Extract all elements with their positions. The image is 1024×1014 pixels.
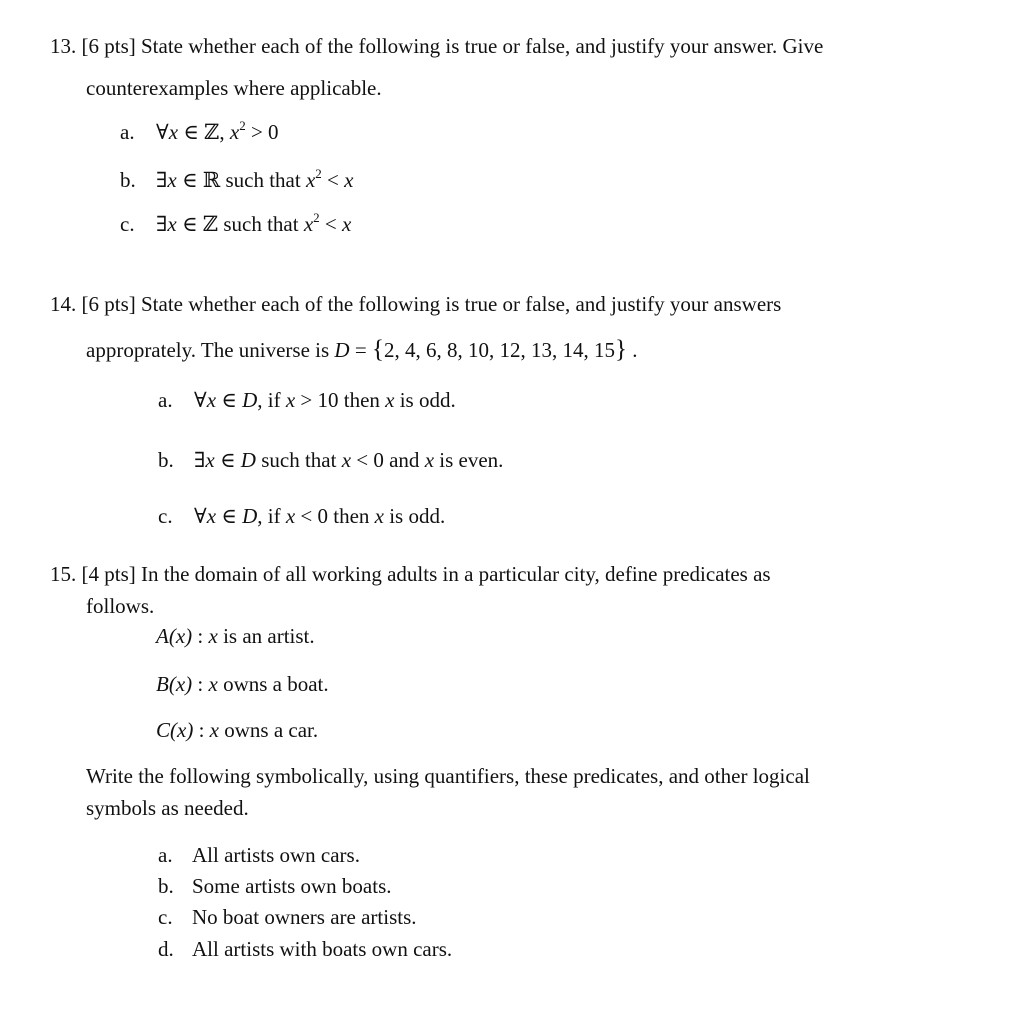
q15-b-text: Some artists own boats. bbox=[192, 874, 392, 898]
q14-item-c bbox=[158, 504, 445, 528]
q14-a-then-var: x bbox=[385, 388, 395, 412]
q15-item-d bbox=[158, 937, 452, 961]
q13-text-line1: State whether each of the following is true or false, and justify your answer. Give bbox=[141, 34, 824, 58]
q13-heading bbox=[50, 34, 823, 58]
q14-item-a bbox=[158, 388, 456, 412]
q13-c-label: c. bbox=[120, 212, 135, 236]
q15-predicate-b-desc: owns a boat. bbox=[217, 672, 329, 696]
q14-c-cond: < 0 then bbox=[295, 504, 375, 528]
q13-b-relation: < bbox=[321, 168, 345, 192]
q14-set-open-brace: { bbox=[371, 336, 384, 363]
q14-c-then-var: x bbox=[374, 504, 384, 528]
q13-b-var: x bbox=[167, 168, 177, 192]
q15-predicate-b-sep: : bbox=[192, 672, 209, 696]
q13-b-label: b. bbox=[120, 168, 136, 192]
q14-b-var: x bbox=[205, 448, 215, 472]
q15-predicate-a-var: x bbox=[208, 624, 218, 648]
q14-a-domain: D bbox=[242, 388, 258, 412]
q14-b-mem: ∈ bbox=[214, 448, 241, 472]
q15-c-label: c. bbox=[158, 905, 173, 929]
q14-period: . bbox=[626, 338, 638, 362]
q13-c-rhs: x bbox=[342, 212, 352, 236]
q13-a-relation: > 0 bbox=[245, 120, 279, 144]
q13-b-rhs: x bbox=[344, 168, 354, 192]
q13-item-c bbox=[120, 212, 351, 236]
q15-item-a bbox=[158, 843, 360, 867]
q15-predicate-a bbox=[156, 624, 315, 648]
q14-c-tail: is odd. bbox=[383, 504, 446, 528]
q15-number: 15. bbox=[50, 562, 77, 586]
q14-c-mem: ∈ bbox=[216, 504, 243, 528]
q13-b-exponent: 2 bbox=[315, 166, 322, 181]
q13-c-relation: < bbox=[319, 212, 343, 236]
q13-points: [6 pts] bbox=[81, 34, 136, 58]
q14-heading bbox=[50, 292, 781, 316]
q13-number: 13. bbox=[50, 34, 77, 58]
q15-predicate-c-sep: : bbox=[193, 718, 210, 742]
q14-a-var: x bbox=[206, 388, 217, 412]
q15-a-label: a. bbox=[158, 843, 173, 867]
q15-predicate-b-var: x bbox=[208, 672, 218, 696]
q14-universe-text: approprately. The universe is bbox=[86, 338, 335, 362]
q14-c-var: x bbox=[206, 504, 217, 528]
q14-c-mid: , if bbox=[257, 504, 286, 528]
q14-b-quantifier: ∃ bbox=[194, 448, 206, 472]
q15-instructions-line2: symbols as needed. bbox=[86, 796, 249, 820]
q15-predicate-a-name: A(x) bbox=[156, 624, 193, 648]
q15-predicate-b-name: B(x) bbox=[156, 672, 193, 696]
q13-b-domain: ∈ ℝ such that bbox=[176, 168, 306, 192]
q14-b-domain: D bbox=[240, 448, 256, 472]
q15-predicate-a-sep: : bbox=[192, 624, 209, 648]
q13-a-var: x bbox=[168, 120, 179, 144]
q14-b-label: b. bbox=[158, 448, 174, 472]
q14-b-cond-var: x bbox=[341, 448, 352, 472]
q15-predicate-a-desc: is an artist. bbox=[217, 624, 315, 648]
q13-c-quantifier: ∃ bbox=[156, 212, 168, 236]
q14-a-cond: > 10 then bbox=[295, 388, 386, 412]
q13-c-lhs: x bbox=[303, 212, 314, 236]
q13-a-label: a. bbox=[120, 120, 135, 144]
q15-predicate-c bbox=[156, 718, 318, 742]
q14-points: [6 pts] bbox=[81, 292, 136, 316]
q15-text-line1: In the domain of all working adults in a particular city, define predicates as bbox=[141, 562, 771, 586]
q14-universe-eq: = bbox=[349, 338, 372, 362]
q15-text-line2: follows. bbox=[86, 594, 155, 618]
q15-instructions-line1: Write the following symbolically, using quantifiers, these predicates, and other logical bbox=[86, 764, 810, 788]
q14-c-label: c. bbox=[158, 504, 173, 528]
q14-item-b bbox=[158, 448, 503, 472]
q15-predicate-c-desc: owns a car. bbox=[219, 718, 319, 742]
q15-predicate-c-var: x bbox=[209, 718, 219, 742]
q14-number: 14. bbox=[50, 292, 77, 316]
q13-item-b bbox=[120, 168, 353, 192]
q15-predicate-b bbox=[156, 672, 329, 696]
q14-b-cond: < 0 and bbox=[351, 448, 425, 472]
q13-a-domain: ∈ ℤ, bbox=[178, 120, 230, 144]
q14-c-cond-var: x bbox=[285, 504, 296, 528]
q15-a-text: All artists own cars. bbox=[192, 843, 360, 867]
q14-c-quantifier: ∀ bbox=[194, 504, 207, 528]
q14-a-quantifier: ∀ bbox=[194, 388, 207, 412]
q14-c-domain: D bbox=[242, 504, 258, 528]
q14-a-mid: , if bbox=[257, 388, 286, 412]
q14-set-items: 2, 4, 6, 8, 10, 12, 13, 14, 15 bbox=[383, 338, 615, 362]
q15-item-c bbox=[158, 905, 417, 929]
q13-a-lhs: x bbox=[229, 120, 240, 144]
q15-points: [4 pts] bbox=[81, 562, 136, 586]
q13-a-exponent: 2 bbox=[239, 118, 246, 133]
q14-a-label: a. bbox=[158, 388, 173, 412]
q15-heading bbox=[50, 562, 771, 586]
q15-b-label: b. bbox=[158, 874, 174, 898]
q13-a-quantifier: ∀ bbox=[156, 120, 169, 144]
q13-b-quantifier: ∃ bbox=[156, 168, 168, 192]
q13-item-a bbox=[120, 120, 279, 144]
q14-universe-var: D bbox=[334, 338, 350, 362]
q14-set-close-brace: } bbox=[614, 336, 627, 363]
q13-b-lhs: x bbox=[305, 168, 316, 192]
q14-b-mid: such that bbox=[255, 448, 342, 472]
q13-c-domain: ∈ ℤ such that bbox=[176, 212, 304, 236]
q14-a-mem: ∈ bbox=[216, 388, 243, 412]
q13-c-exponent: 2 bbox=[313, 210, 320, 225]
q15-d-label: d. bbox=[158, 937, 174, 961]
q14-b-tail: is even. bbox=[434, 448, 504, 472]
q14-text-line2 bbox=[86, 336, 637, 365]
q14-a-tail: is odd. bbox=[394, 388, 456, 412]
q14-b-then-var: x bbox=[424, 448, 435, 472]
q15-predicate-c-name: C(x) bbox=[156, 718, 194, 742]
q13-text-line2: counterexamples where applicable. bbox=[86, 76, 382, 100]
q14-a-cond-var: x bbox=[285, 388, 296, 412]
q13-c-var: x bbox=[167, 212, 177, 236]
q15-item-b bbox=[158, 874, 392, 898]
q15-c-text: No boat owners are artists. bbox=[192, 905, 417, 929]
q15-d-text: All artists with boats own cars. bbox=[192, 937, 453, 961]
q14-text-line1: State whether each of the following is true or false, and justify your answers bbox=[141, 292, 782, 316]
